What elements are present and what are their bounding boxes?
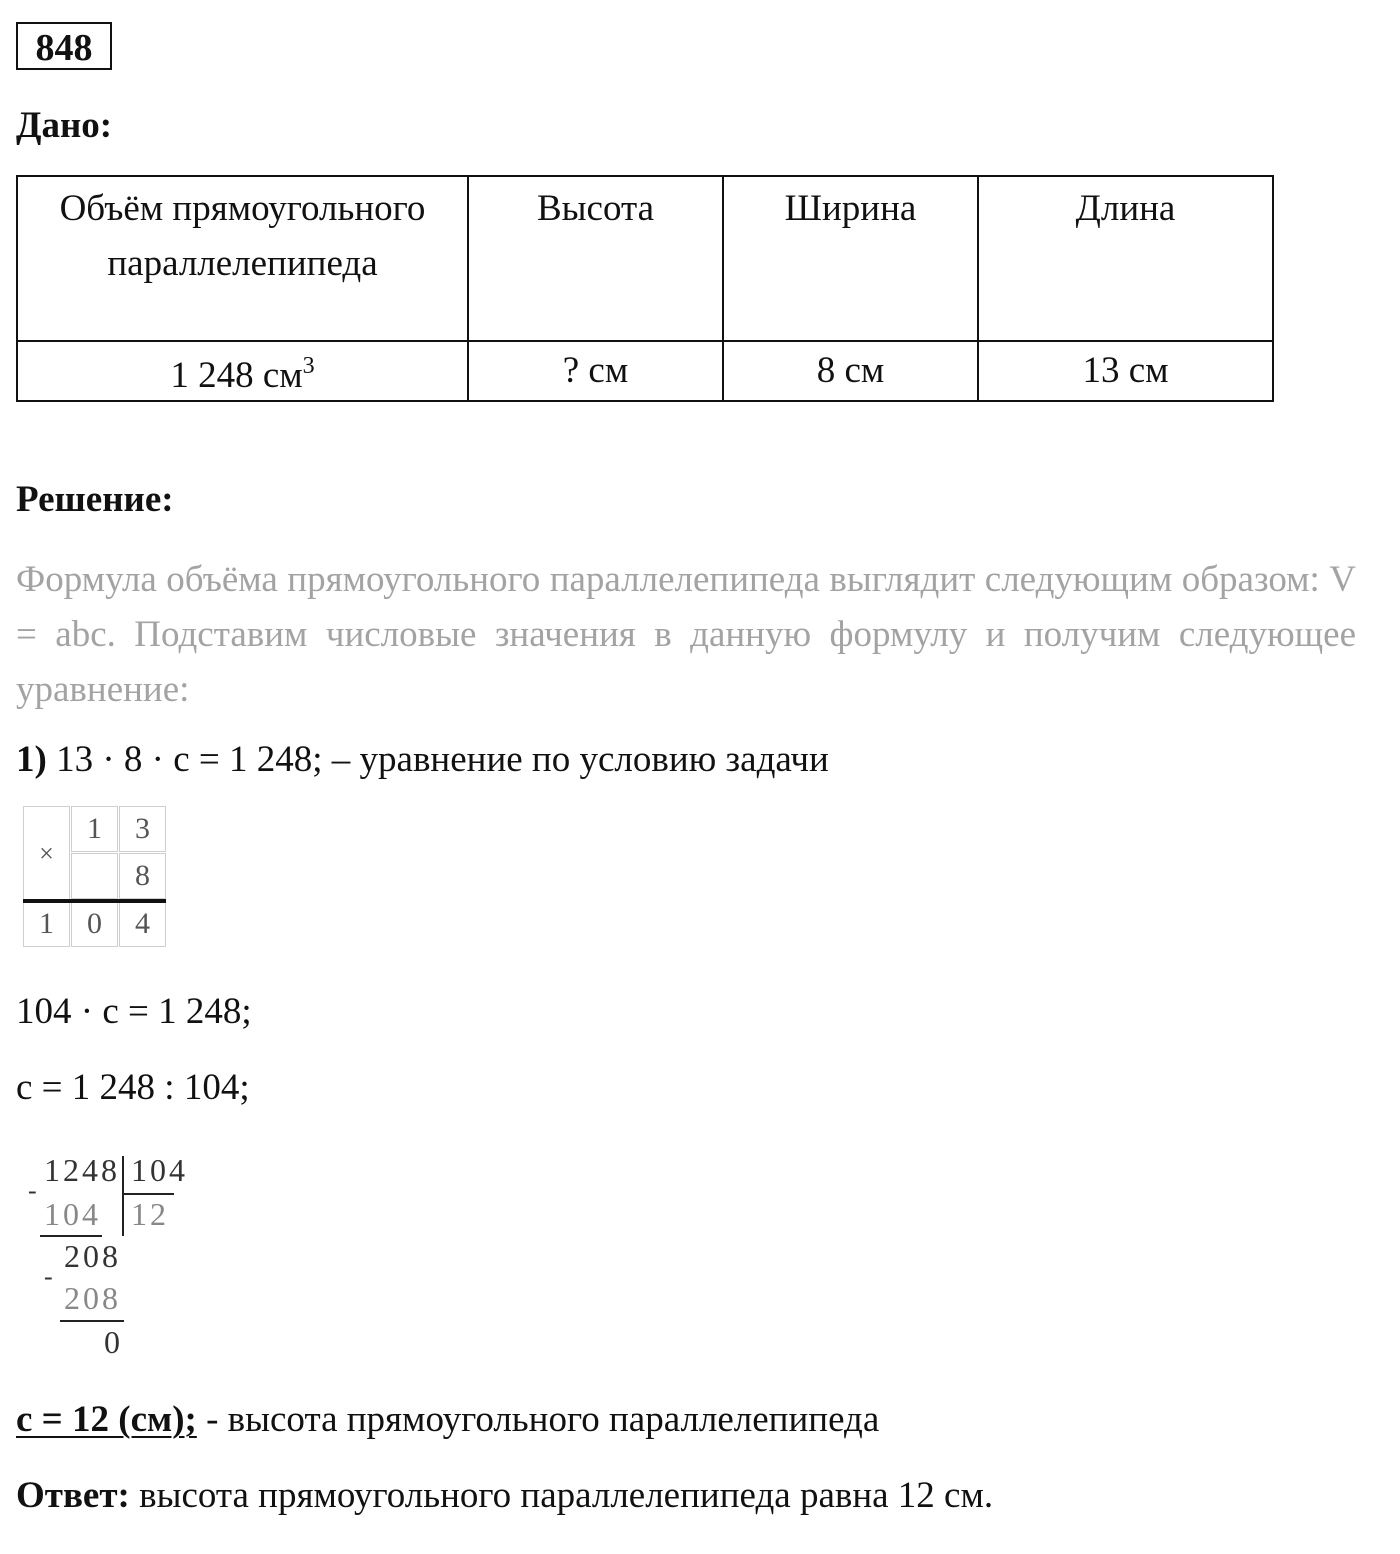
grid-cell: 1 <box>71 806 118 852</box>
multiply-sign: × <box>23 806 70 900</box>
problem-number: 848 <box>16 22 112 70</box>
header-length: Длина <box>978 176 1273 341</box>
quotient: 12 <box>131 1196 169 1232</box>
step-1-label: 1) <box>16 739 47 780</box>
step-1 <box>16 738 829 781</box>
table-values-row <box>17 341 1273 401</box>
given-heading: Дано: <box>16 105 113 146</box>
minus-sign-2: - <box>44 1262 56 1291</box>
table-header-row <box>17 176 1273 341</box>
value-volume: 1 248 $см^3$ <box>17 341 468 401</box>
subtrahend-2: 208 <box>64 1280 121 1316</box>
solution-heading: Решение: <box>16 479 174 520</box>
grid-cell: 8 <box>119 853 166 899</box>
grid-cell: 0 <box>71 901 118 947</box>
step-1-text: 13 · 8 · c = 1 248; – уравнение по условию задачи <box>46 739 829 780</box>
value-length: 13 см <box>978 341 1273 401</box>
result-value: c = 12 (см); <box>16 1399 197 1440</box>
header-height: Высота <box>468 176 723 341</box>
equation-2: 104 · c = 1 248; <box>16 991 252 1032</box>
grid-cell-empty <box>71 853 118 899</box>
division-underline-1 <box>40 1235 102 1237</box>
result-text: - высота прямоугольного параллелепипеда <box>196 1399 880 1440</box>
value-width: 8 см <box>723 341 978 401</box>
grid-cell: 4 <box>119 901 166 947</box>
header-width: Ширина <box>723 176 978 341</box>
grid-cell: 1 <box>23 901 70 947</box>
result-line <box>16 1398 879 1441</box>
division-underline-2 <box>60 1320 124 1322</box>
remainder-1: 208 <box>64 1238 121 1274</box>
grid-cell: 3 <box>119 806 166 852</box>
divisor: 104 <box>131 1152 188 1188</box>
remainder-2: 0 <box>104 1324 123 1360</box>
dividend: 1248 <box>44 1152 120 1188</box>
subtrahend-1: 104 <box>44 1196 101 1232</box>
given-table <box>16 175 1274 402</box>
answer-line <box>16 1474 993 1517</box>
answer-text: высота прямоугольного параллелепипеда равна 12 см. <box>129 1475 994 1516</box>
answer-label: Ответ: <box>16 1475 130 1516</box>
multiplication-result-line <box>23 899 166 903</box>
intro-paragraph: Формула объёма прямоугольного параллелепипеда выглядит следующим образом: V = abc. Подставим числовые значения в данную формулу и получим следующее уравнение: <box>16 559 1356 710</box>
value-height: ? см <box>468 341 723 401</box>
header-volume: Объём прямоугольного параллелепипеда <box>17 176 468 341</box>
equation-3: c = 1 248 : 104; <box>16 1067 250 1108</box>
divisor-underline <box>124 1193 174 1195</box>
minus-sign: - <box>28 1176 40 1205</box>
division-vertical-line <box>122 1156 124 1236</box>
